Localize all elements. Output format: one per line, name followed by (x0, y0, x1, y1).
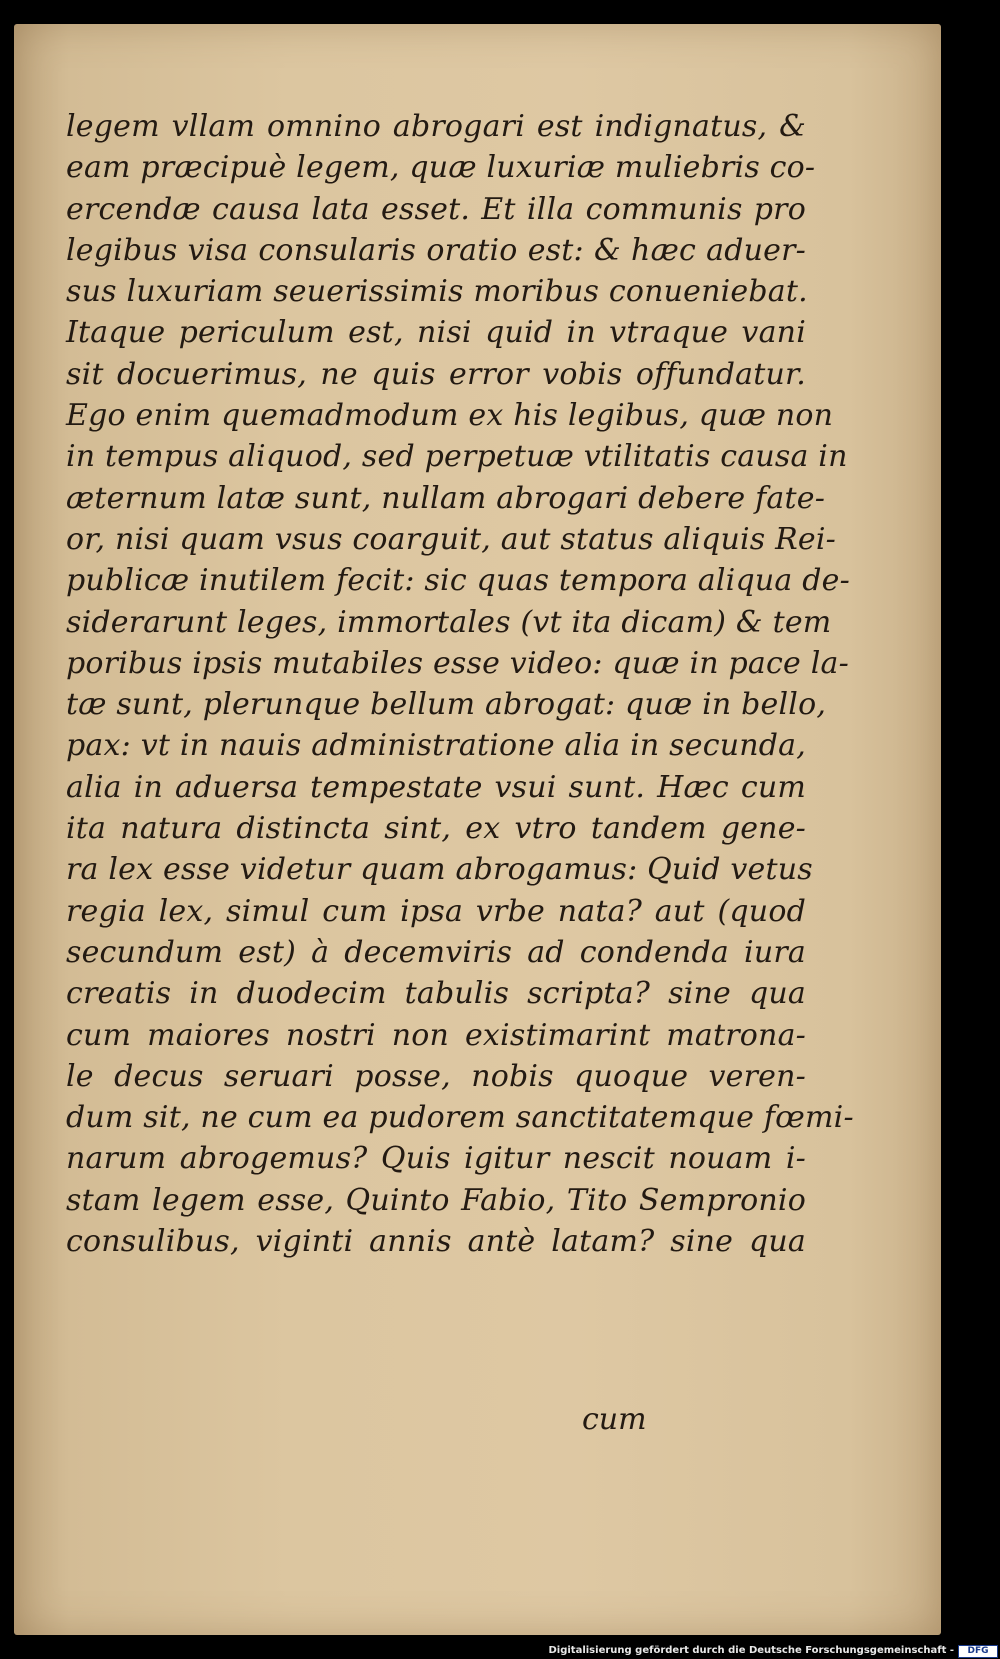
text-line: alia in aduersa tempestate vsui sunt. Hæc cum (66, 769, 806, 805)
text-line: secundum est) à decemviris ad condenda iura (66, 934, 806, 970)
text-line: pax: vt in nauis administratione alia in secunda, (66, 728, 806, 764)
dfg-logo-icon: DFG (958, 1645, 998, 1658)
text-line: le decus seruari posse, nobis quoque veren- (66, 1058, 806, 1094)
text-line: siderarunt leges, immortales (vt ita dicam) & tem (66, 604, 832, 640)
text-line: or, nisi quam vsus coarguit, aut status aliquis Rei- (66, 521, 836, 557)
text-line: sus luxuriam seuerissimis moribus conueniebat. (66, 274, 808, 310)
text-line: ercendæ causa lata esset. Et illa communis pro (66, 191, 806, 227)
catchword: cum (582, 1402, 647, 1437)
text-line: æternum latæ sunt, nullam abrogari debere fate- (66, 480, 826, 516)
text-line: legem vllam omnino abrogari est indignatus, & (66, 109, 806, 144)
text-line: sit docuerimus, ne quis error vobis offundatur. (66, 356, 806, 392)
text-line: in tempus aliquod, sed perpetuæ vtilitatis causa in (66, 439, 848, 475)
text-line: consulibus, viginti annis antè latam? sine qua (66, 1224, 806, 1260)
book-page (14, 24, 941, 1635)
text-line: creatis in duodecim tabulis scripta? sine qua (66, 976, 806, 1012)
text-line: regia lex, simul cum ipsa vrbe nata? aut (quod (66, 893, 806, 929)
text-line: tæ sunt, plerunque bellum abrogat: quæ in bello, (66, 687, 827, 723)
text-line: stam legem esse, Quinto Fabio, Tito Sempronio (66, 1182, 806, 1218)
text-line: ra lex esse videtur quam abrogamus: Quid vetus (66, 852, 813, 888)
text-line: ita natura distincta sint, ex vtro tandem gene- (66, 811, 806, 847)
text-line: Itaque periculum est, nisi quid in vtraque vani (66, 315, 806, 351)
text-line: publicæ inutilem fecit: sic quas tempora aliqua de- (66, 563, 850, 599)
digitization-credit: Digitalisierung gefördert durch die Deutsche Forschungsgemeinschaft - (548, 1645, 954, 1656)
text-line: eam præcipuè legem, quæ luxuriæ muliebris co- (66, 150, 816, 186)
text-line: cum maiores nostri non existimarint matrona- (66, 1017, 806, 1053)
text-line: narum abrogemus? Quis igitur nescit nouam i- (66, 1141, 806, 1177)
text-line: poribus ipsis mutabiles esse video: quæ in pace la- (66, 645, 849, 681)
page-text (66, 106, 854, 1262)
text-line: Ego enim quemadmodum ex his legibus, quæ non (66, 398, 834, 434)
text-line: legibus visa consularis oratio est: & hæc aduer- (66, 232, 806, 268)
text-line: dum sit, ne cum ea pudorem sanctitatemque fœmi- (66, 1100, 854, 1136)
